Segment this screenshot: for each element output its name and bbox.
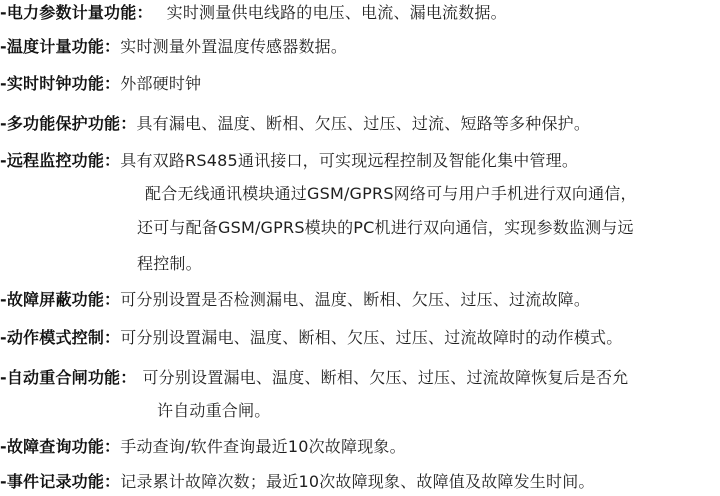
feature-description: 可分别设置漏电、温度、断相、欠压、过压、过流故障时的动作模式。 [120, 328, 623, 347]
feature-label: -远程监控功能： [0, 151, 121, 170]
feature-description: 手动查询/软件查询最近10次故障现象。 [120, 437, 406, 456]
feature-description: 可分别设置漏电、温度、断相、欠压、过压、过流故障恢复后是否允 [142, 368, 629, 387]
feature-label: -故障屏蔽功能： [0, 290, 121, 309]
feature-item-auto-reclose [0, 365, 628, 391]
feature-label: -动作模式控制： [0, 328, 121, 347]
feature-item-event-log [0, 469, 595, 495]
feature-label: -电力参数计量功能： [0, 3, 153, 22]
feature-label: -故障查询功能： [0, 437, 121, 456]
feature-description-continuation: 程控制。 [137, 254, 202, 273]
feature-description: 可分别设置是否检测漏电、温度、断相、欠压、过压、过流故障。 [120, 290, 591, 309]
feature-item-remote-monitoring [0, 148, 578, 174]
feature-description: 外部硬时钟 [120, 74, 202, 93]
feature-label: -多功能保护功能： [0, 114, 137, 133]
feature-item-power-metering [0, 0, 507, 26]
feature-item-multi-protection [0, 111, 590, 137]
feature-label: -实时时钟功能： [0, 74, 121, 93]
feature-description: 具有漏电、温度、断相、欠压、过压、过流、短路等多种保护。 [136, 114, 591, 133]
feature-description-continuation: 还可与配备GSM/GPRS模块的PC机进行双向通信，实现参数监测与远 [137, 218, 634, 237]
feature-description: 具有双路RS485通讯接口，可实现远程控制及智能化集中管理。 [120, 151, 579, 170]
feature-label: -温度计量功能： [0, 37, 121, 56]
feature-description: 记录累计故障次数；最近10次故障现象、故障值及故障发生时间。 [120, 472, 595, 491]
feature-item-temperature-metering [0, 34, 347, 60]
feature-label: -自动重合闸功能： [0, 368, 137, 387]
feature-description-continuation: 配合无线通讯模块通过GSM/GPRS网络可与用户手机进行双向通信， [145, 184, 637, 203]
feature-item-fault-query [0, 434, 406, 460]
feature-label: -事件记录功能： [0, 472, 121, 491]
feature-description-continuation: 许自动重合闸。 [157, 401, 271, 420]
feature-description: 实时测量供电线路的电压、电流、漏电流数据。 [166, 3, 507, 22]
feature-item-realtime-clock [0, 71, 201, 97]
feature-item-action-mode [0, 325, 622, 351]
feature-description: 实时测量外置温度传感器数据。 [120, 37, 348, 56]
feature-item-fault-masking [0, 287, 590, 313]
